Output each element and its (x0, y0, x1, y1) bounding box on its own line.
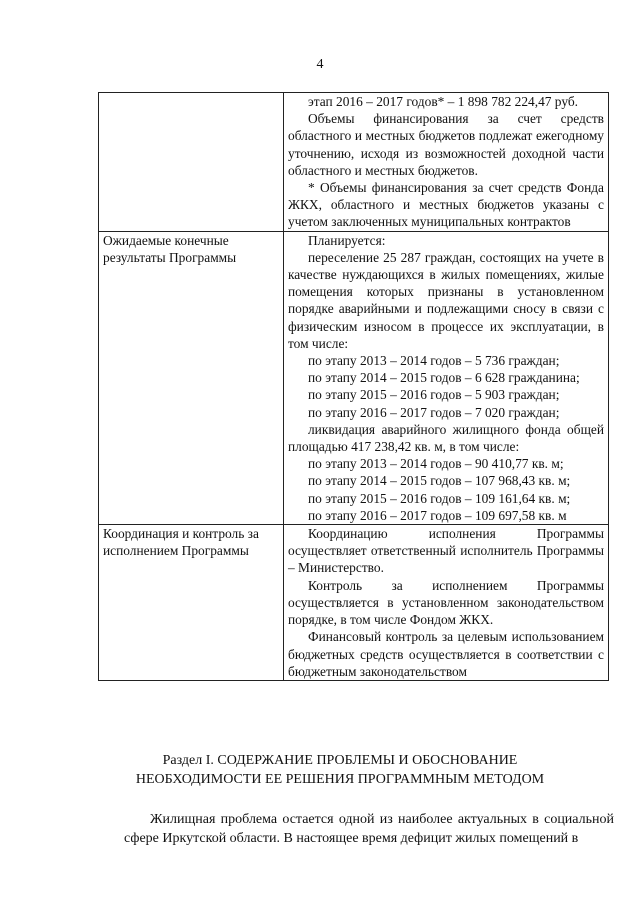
program-passport-table (98, 92, 609, 681)
value-paragraph: Контроль за исполнением Программы осуществляется в установленном законодательством порядке, в том числе Фондом ЖКХ. (288, 577, 604, 628)
value-paragraph: по этапу 2014 – 2015 годов – 6 628 гражданина; (308, 370, 580, 386)
value-paragraph: по этапу 2016 – 2017 годов – 109 697,58 кв. м (308, 507, 567, 523)
value-paragraph: по этапу 2016 – 2017 годов – 7 020 граждан; (308, 404, 560, 420)
value-paragraph: * Объемы финансирования за счет средств Фонда ЖКХ, областного и местных бюджетов указаны с учетом заключенных муниципальных контрактов (288, 180, 604, 230)
value-paragraph: Финансовый контроль за целевым использованием бюджетных средств осуществляется в соответствии с бюджетным законодательством (288, 629, 604, 679)
table-row (99, 525, 609, 681)
section-title-line: Раздел I. СОДЕРЖАНИЕ ПРОБЛЕМЫ И ОБОСНОВАНИЕ (162, 753, 518, 768)
value-paragraph: по этапу 2014 – 2015 годов – 107 968,43 кв. м; (308, 473, 571, 489)
row-label (99, 93, 284, 232)
value-paragraph: Планируется: (308, 232, 386, 248)
value-paragraph: ликвидация аварийного жилищного фонда общей площадью 417 238,42 кв. м, в том числе: (288, 421, 604, 455)
section-title-line: НЕОБХОДИМОСТИ ЕЕ РЕШЕНИЯ ПРОГРАММНЫМ МЕТОДОМ (135, 772, 545, 787)
value-paragraph: этап 2016 – 2017 годов* – 1 898 782 224,47 руб. (308, 94, 579, 109)
body-text (124, 810, 614, 848)
value-paragraph: Объемы финансирования за счет средств областного и местных бюджетов подлежат ежегодному уточнению, исходя из возможностей доходной части областного и местных бюджетов. (288, 111, 604, 178)
value-paragraph: по этапу 2013 – 2014 годов – 90 410,77 кв. м; (308, 456, 564, 472)
body-paragraph: Жилищная проблема остается одной из наиболее актуальных в социальной сфере Иркутской области. В настоящее время дефицит жилых помещений в (124, 812, 614, 846)
row-label: Координация и контроль за исполнением Программы (99, 525, 284, 681)
table-row (99, 93, 609, 232)
table-row (99, 231, 609, 524)
row-label: Ожидаемые конечные результаты Программы (99, 231, 284, 524)
row-value (284, 93, 609, 232)
value-paragraph: по этапу 2013 – 2014 годов – 5 736 граждан; (308, 353, 560, 369)
value-paragraph: переселение 25 287 граждан, состоящих на учете в качестве нуждающихся в жилых помещениях, жилые помещения которых признаны в установленном порядке аварийными и подлежащими сносу в связи с физическим износом в процессе их эксплуатации, в том числе: (288, 249, 604, 351)
value-paragraph: Координацию исполнения Программы осуществляет ответственный исполнитель Программы – Министерство. (288, 526, 604, 576)
section-title (60, 751, 620, 789)
page-number: 4 (316, 57, 324, 72)
row-value (284, 231, 609, 524)
value-paragraph: по этапу 2015 – 2016 годов – 109 161,64 кв. м; (308, 490, 571, 506)
value-paragraph: по этапу 2015 – 2016 годов – 5 903 граждан; (308, 387, 560, 403)
row-value (284, 525, 609, 681)
